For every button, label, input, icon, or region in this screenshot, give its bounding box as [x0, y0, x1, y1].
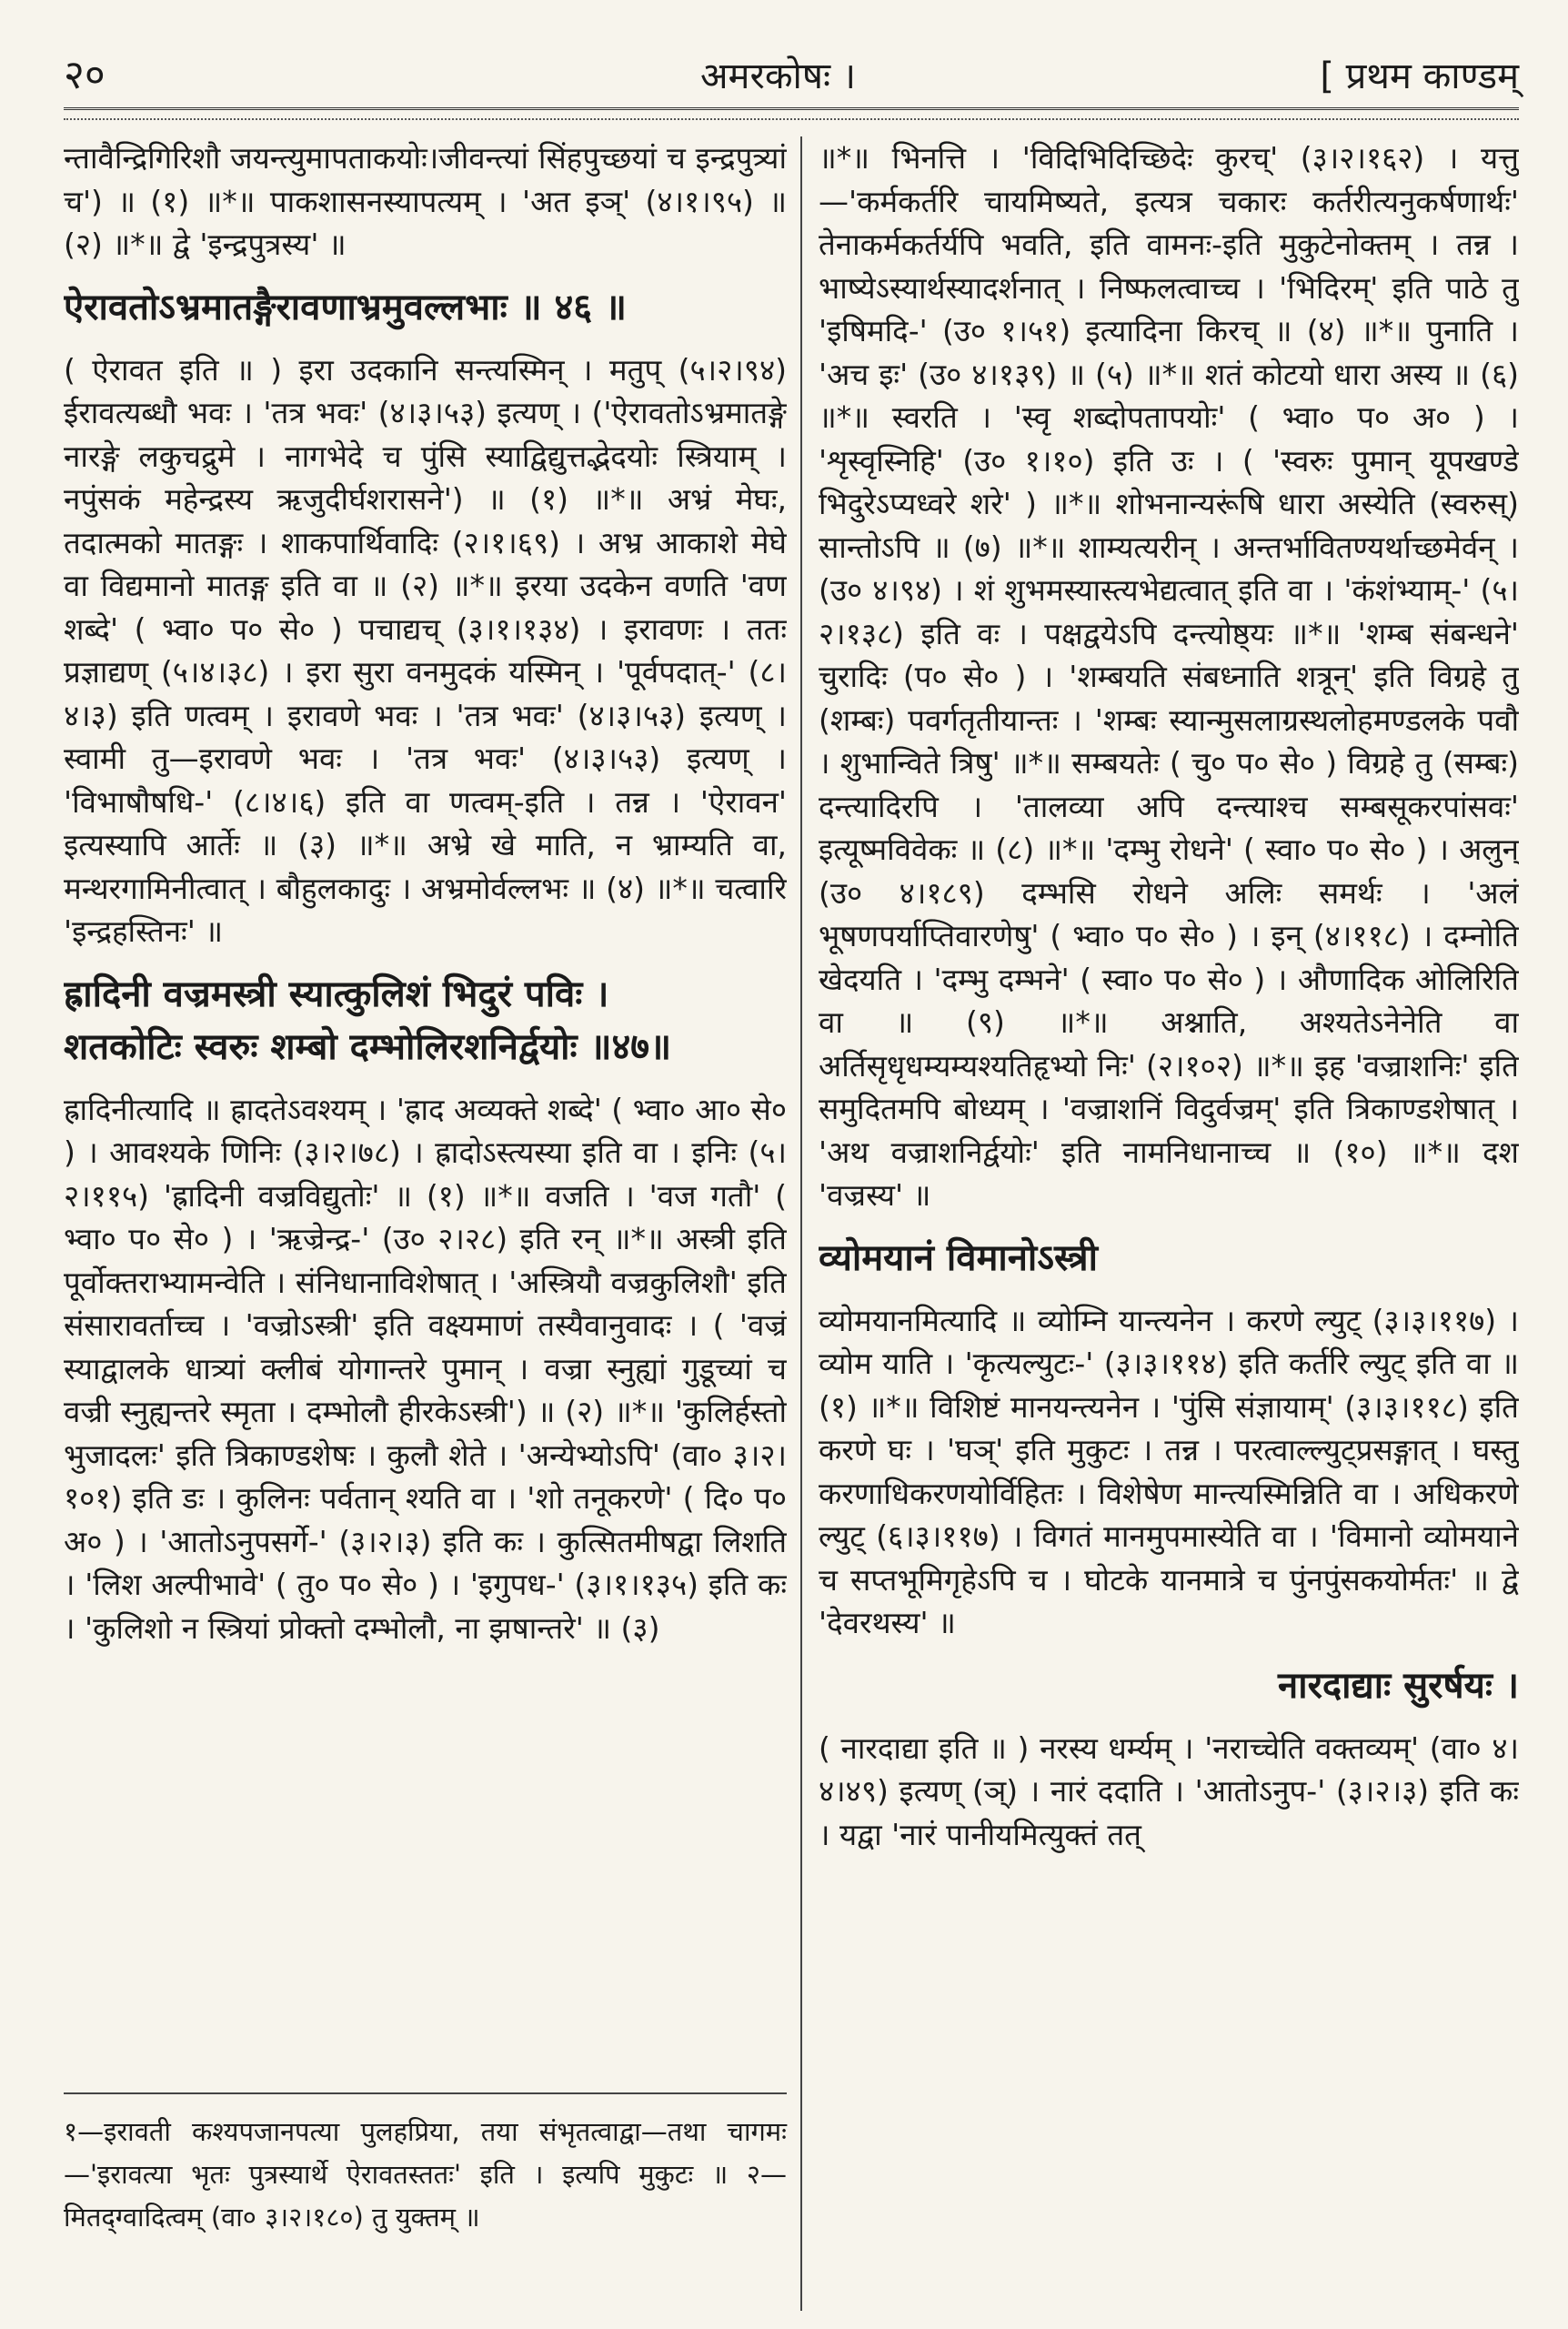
- footnote-rule: [64, 2092, 787, 2094]
- left-paragraph-3: ह्रादिनीत्यादि ॥ ह्रादतेऽवश्यम् । 'ह्राद अव्यक्ते शब्दे' ( भ्वा० आ० से० ) । आवश्यके णिनिः (३।२।७८) । ह्रादोऽस्त्यस्या इति वा । इनिः (५।२।११५) 'ह्रादिनी वज्रविद्युतोः' ॥ (१) ॥*॥ वजति । 'वज गतौ' ( भ्वा० प० से० ) । 'ऋज्रेन्द्र-' (उ० २।२८) इति रन् ॥*॥ अस्त्री इति पूर्वोक्तराभ्यामन्वेति । संनिधानाविशेषात् । 'अस्त्रियौ वज्रकुलिशौ' इति संसारावर्ताच्च । 'वज्रोऽस्त्री' इति वक्ष्यमाणं तस्यैवानुवादः । ( 'वज्रं स्याद्वालके धात्र्यां क्लीबं योगान्तरे पुमान् । वज्रा स्नुह्यां गुडूच्यां च वज्री स्नुह्यन्तरे स्मृता । दम्भोलौ हीरकेऽस्त्री') ॥ (२) ॥*॥ 'कुलिर्हस्तो भुजादलः' इति त्रिकाण्डशेषः । कुलौ शेते । 'अन्येभ्योऽपि' (वा० ३।२।१०१) इति डः । कुलिनः पर्वतान् श्यति वा । 'शो तनूकरणे' ( दि० प० अ० ) । 'आतोऽनुपसर्गे-' (३।२।३) इति कः । कुत्सितमीषद्वा लिशति । 'लिश अल्पीभावे' ( तु० प० से० ) । 'इगुपध-' (३।१।१३५) इति कः । 'कुलिशो न स्त्रियां प्रोक्तो दम्भोलौ, ना झषान्तरे' ॥ (३): [64, 1091, 787, 1646]
- book-title: अमरकोषः ।: [700, 55, 856, 97]
- left-paragraph-2: ( ऐरावत इति ॥ ) इरा उदकानि सन्त्यस्मिन् । मतुप् (५।२।९४) ईरावत्यब्धौ भवः । 'तत्र भवः' (४।३।५३) इत्यण् । ('ऐरावतोऽभ्रमातङ्गे नारङ्गे लकुचद्रुमे । नागभेदे च पुंसि स्याद्विद्युत्तद्भेदयोः स्त्रियाम् । नपुंसकं महेन्द्रस्य ऋजुदीर्घशरासने') ॥ (१) ॥*॥ अभ्रं मेघः, तदात्मको मातङ्गः । शाकपार्थिवादिः (२।१।६९) । अभ्र आकाशे मेघे वा विद्यमानो मातङ्ग इति वा ॥ (२) ॥*॥ इरया उदकेन वणति 'वण शब्दे' ( भ्वा० प० से० ) पचाद्यच् (३।१।१३४) । इरावणः । ततः प्रज्ञाद्यण् (५।४।३८) । इरा सुरा वनमुदकं यस्मिन् । 'पूर्वपदात्-' (८।४।३) इति णत्वम् । इरावणे भवः । 'तत्र भवः' (४।३।५३) इत्यण् । स्वामी तु—इरावणे भवः । 'तत्र भवः' (४।३।५३) इत्यण् । 'विभाषौषधि-' (८।४।६) इति वा णत्वम्-इति । तन्न । 'ऐरावन' इत्यस्यापि आर्तेः ॥ (३) ॥*॥ अभ्रे खे माति, न भ्राम्यति वा, मन्थरगामिनीत्वात् । बौहुलकादुः । अभ्रमोर्वल्लभः ॥ (४) ॥*॥ चत्वारि 'इन्द्रहस्तिनः' ॥: [64, 351, 787, 949]
- footnote-text: १—इरावती कश्यपजानपत्या पुलहप्रिया, तया संभृतत्वाद्वा—तथा चागमः—'इरावत्या भृतः पुत्रस्यार्थे ऐरावतस्ततः' इति । इत्यपि मुकुटः ॥ २—मितद्ग्वादित्वम् (वा० ३।२।१८०) तु युक्तम् ॥: [64, 2116, 787, 2233]
- column-divider: [800, 136, 802, 2311]
- left-column: [64, 136, 787, 2074]
- footnote: [64, 2111, 787, 2239]
- verse-naradadya: नारदाद्याः सुरर्षयः ।: [1278, 1664, 1519, 1707]
- right-column: [819, 136, 1519, 2320]
- verse-47-line-1: ह्रादिनी वज्रमस्त्री स्यात्कुलिशं भिदुरं पविः ।: [64, 973, 609, 1015]
- page-number: २०: [64, 52, 106, 98]
- page-header: [64, 35, 1519, 98]
- verse-47-line-2: शतकोटिः स्वरुः शम्बो दम्भोलिरशनिर्द्वयोः ॥४७॥: [64, 1025, 672, 1068]
- verse-vyomayanam: व्योमयानं विमानोऽस्त्री: [819, 1236, 1098, 1279]
- right-paragraph-1: ॥*॥ भिनत्ति । 'विदिभिदिच्छिदेः कुरच्' (३।२।१६२) । यत्तु—'कर्मकर्तरि चायमिष्यते, इत्यत्र चकारः कर्तरीत्यनुकर्षणार्थः' तेनाकर्मकर्तर्यपि भवति, इति वामनः-इति मुकुटेनोक्तम् । तन्न । भाष्येऽस्यार्थस्यादर्शनात् । निष्फलत्वाच्च । 'भिदिरम्' इति पाठे तु 'इषिमदि-' (उ० १।५१) इत्यादिना किरच् ॥ (४) ॥*॥ पुनाति । 'अच इः' (उ० ४।१३९) ॥ (५) ॥*॥ शतं कोटयो धारा अस्य ॥ (६) ॥*॥ स्वरति । 'स्वृ शब्दोपतापयोः' ( भ्वा० प० अ० ) । 'शृस्वृस्निहि' (उ० १।१०) इति उः । ( 'स्वरुः पुमान् यूपखण्डे भिदुरेऽप्यध्वरे शरे' ) ॥*॥ शोभनान्यरूंषि धारा अस्येति (स्वरुस्) सान्तोऽपि ॥ (७) ॥*॥ शाम्यत्यरीन् । अन्तर्भावितण्यर्थाच्छमेर्वन् । (उ० ४।९४) । शं शुभमस्यास्त्यभेद्यत्वात् इति वा । 'कंशंभ्याम्-' (५।२।१३८) इति वः । पक्षद्वयेऽपि दन्त्योष्ठ्यः ॥*॥ 'शम्ब संबन्धने' चुरादिः (प० से० ) । 'शम्बयति संबध्नाति शत्रून्' इति विग्रहे तु (शम्बः) पवर्गतृतीयान्तः । 'शम्बः स्यान्मुसलाग्रस्थलोहमण्डलके पवौ । शुभान्विते त्रिषु' ॥*॥ सम्बयतेः ( चु० प० से० ) विग्रहे तु (सम्बः) दन्त्यादिरपि । 'तालव्या अपि दन्त्याश्च सम्बसूकरपांसवः' इत्यूष्मविवेकः ॥ (८) ॥*॥ 'दम्भु रोधने' ( स्वा० प० से० ) । अलुन् (उ० ४।१८९) दम्भसि रोधने अलिः समर्थः । 'अलं भूषणपर्याप्तिवारणेषु' ( भ्वा० प० से० ) । इन् (४।११८) । दम्नोति खेदयति । 'दम्भु दम्भने' ( स्वा० प० से० ) । औणादिक ओलिरिति वा ॥ (९) ॥*॥ अश्नाति, अश्यतेऽनेनेति वा अर्तिसृधृधम्यम्यश्यतिहृभ्यो निः' (२।१०२) ॥*॥ इह 'वज्राशनिः' इति समुदितमपि बोध्यम् । 'वज्राशनिं विदुर्वज्रम्' इति त्रिकाण्डशेषात् । 'अथ वज्राशनिर्द्वयोः' इति नामनिधानाच्च ॥ (१०) ॥*॥ दश 'वज्रस्य' ॥: [819, 140, 1519, 1213]
- verse-46: ऐरावतोऽभ्रमातङ्गैरावणाभ्रमुवल्लभाः ॥ ४६ ॥: [64, 286, 627, 328]
- header-rule-dotted: [64, 118, 1519, 120]
- right-paragraph-2: व्योमयानमित्यादि ॥ व्योम्नि यान्त्यनेन । करणे ल्युट् (३।३।११७) । व्योम याति । 'कृत्यल्युटः-' (३।३।११४) इति कर्तरि ल्युट् इति वा ॥ (१) ॥*॥ विशिष्टं मानयन्त्यनेन । 'पुंसि संज्ञायाम्' (३।३।११८) इति करणे घः । 'घञ्' इति मुकुटः । तन्न । परत्वाल्ल्युट्प्रसङ्गात् । घस्तु करणाधिकरणयोर्विहितः । विशेषेण मान्त्यस्मिन्निति वा । अधिकरणे ल्युट् (६।३।११७) । विगतं मानमुपमास्येति वा । 'विमानो व्योमयाने च सप्तभूमिगृहेऽपि च । घोटके यानमात्रे च पुंनपुंसकयोर्मतः' ॥ द्वे 'देवरथस्य' ॥: [819, 1302, 1519, 1640]
- section-title: [ प्रथम काण्डम्: [1320, 55, 1519, 97]
- right-paragraph-3: ( नारदाद्या इति ॥ ) नरस्य धर्म्यम् । 'नराच्चेति वक्तव्यम्' (वा० ४।४।४९) इत्यण् (ञ्) । नारं ददाति । 'आतोऽनुप-' (३।२।३) इति कः । यद्वा 'नारं पानीयमित्युक्तं तत्: [819, 1729, 1519, 1852]
- header-rule: [64, 107, 1519, 110]
- left-paragraph-1: न्तावैन्द्रिगिरिशौ जयन्त्युमापताकयोः।जीवन्त्यां सिंहपुच्छयां च इन्द्रपुत्र्यां च') ॥ (१) ॥*॥ पाकशासनस्यापत्यम् । 'अत इञ्' (४।१।९५) ॥ (२) ॥*॥ द्वे 'इन्द्रपुत्रस्य' ॥: [64, 140, 787, 262]
